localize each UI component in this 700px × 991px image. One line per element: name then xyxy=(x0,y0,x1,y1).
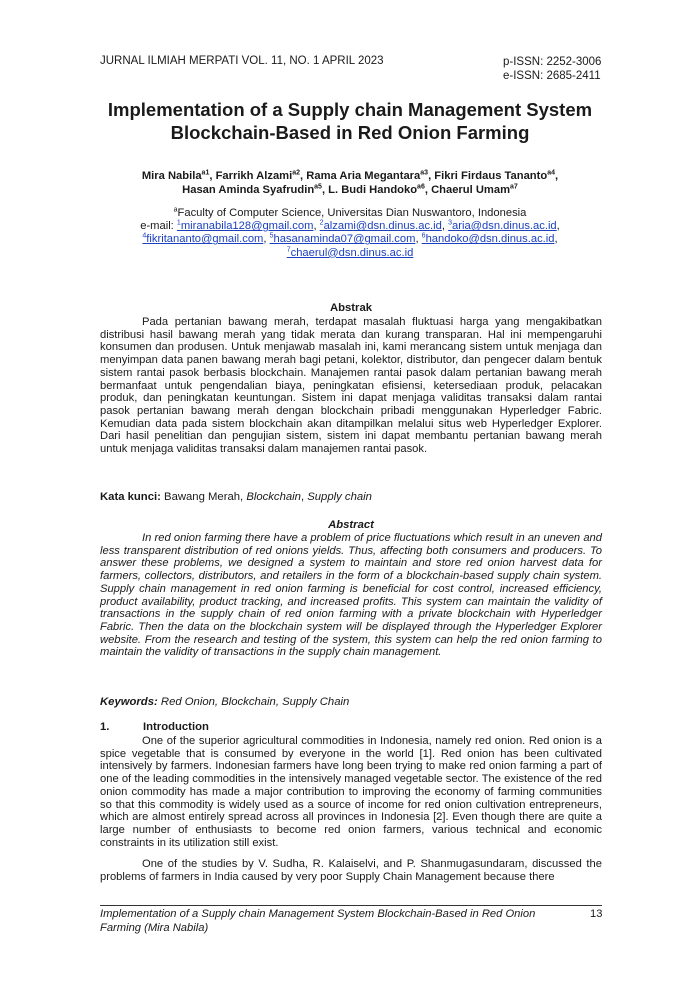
author: Rama Aria Megantara$^{a3}$, xyxy=(306,169,435,182)
abstract-heading: Abstract xyxy=(328,519,374,531)
p-issn: p-ISSN: 2252-3006 xyxy=(503,56,602,68)
email-link[interactable]: $^1$miranabila128@gmail.com xyxy=(176,219,314,233)
author: L. Budi Handoko$^{a6}$, xyxy=(328,183,432,196)
email-link[interactable]: $^4$fikritananto@gmail.com xyxy=(142,232,264,246)
email-link[interactable]: $^2$alzami@dsn.dinus.ac.id xyxy=(319,219,442,233)
e-issn: e-ISSN: 2685-2411 xyxy=(503,70,601,82)
email-line xyxy=(95,247,605,260)
email-link[interactable]: $^7$chaerul@dsn.dinus.ac.id xyxy=(286,245,414,259)
abstrak-body: Pada pertanian bawang merah, terdapat masalah fluktuasi harga yang mengakibatkan distribusi hasil bawang merah yang tidak merata dan kurang transparan. Hal ini mempengaruhi konsumen dan produsen. Untuk menjawab masalah ini, kami merancang sistem untuk menjaga dan menyimpan data panen bawang merah bagi petani, kolektor, distributor, dan pengecer dalam bentuk sistem rantai pasok berbasis blockchain. Manajemen rantai pasok dalam pertanian bawang merah bermanfaat untuk pengendalian biaya, peningkatan efisiensi, ketersediaan produk, pelacakan produk, dan peningkatan keuntungan. Sistem ini dapat menjaga validitas transaksi dalam rantai pasok pertanian bawang merah dengan blockchain pribadi menggunakan Hyperledger Fabric. Kemudian data pada sistem blockchain akan ditampilkan melalui situs web Hyperledger Explorer. Dari hasil penelitian dan pengujian sistem, sistem ini dapat membantu pertanian bawang merah untuk menjaga validitas transaksi dalam manajemen rantai pasok. xyxy=(100,316,602,456)
section-title: Introduction xyxy=(143,721,209,733)
journal-header: JURNAL ILMIAH MERPATI VOL. 11, NO. 1 APRIL 2023 xyxy=(100,55,384,67)
keywords: Keywords: Red Onion, Blockchain, Supply Chain xyxy=(100,696,350,708)
email-link[interactable]: $^6$handoko@dsn.dinus.ac.id xyxy=(421,232,555,246)
section-number: 1. xyxy=(100,721,110,733)
affiliation-block xyxy=(95,207,605,260)
author: Farrikh Alzami$^{a2}$, xyxy=(215,169,307,182)
author: Fikri Firdaus Tananto$^{a4}$, xyxy=(434,169,559,182)
kata-kunci: Kata kunci: Bawang Merah, Blockchain, Supply chain xyxy=(100,491,372,503)
email-line: e-mail: $^1$miranabila128@gmail.com, $^2$alzami@dsn.dinus.ac.id, $^3$aria@dsn.dinus.ac.id, xyxy=(140,219,560,233)
issn-block xyxy=(503,55,601,83)
abstrak-heading: Abstrak xyxy=(329,302,373,314)
author: Hasan Aminda Syafrudin$^{a5}$, xyxy=(182,183,329,196)
footer-rule xyxy=(100,905,602,906)
abstract-body: In red onion farming there have a problem of price fluctuations which result in an uneven and less transparent distribution of red onions yields. Thus, affecting both consumers and producers. To answer these problems, we designed a system to maintain and store red onion harvest data for farmers, collectors, distributors, and retailers in the form of a blockchain-based supply chain system. Supply chain management in red onion farming is beneficial for cost control, increased efficiency, product availability, product tracking, and increased profits. This system can maintain the validity of transactions in the supply chain of red onion farming with a private blockchain with Hyperledger Fabric. Then the data on the blockchain system will be displayed through the Hyperledger Explorer website. From the research and testing of the system, this system can help the red onion farming to maintain the validity of transactions in the supply chain management. xyxy=(100,532,602,659)
intro-paragraph-2: One of the studies by V. Sudha, R. Kalaiselvi, and P. Shanmugasundaram, discussed the problems of farmers in India caused by very poor Supply Chain Management because there xyxy=(100,858,602,883)
email-link[interactable]: $^5$hasanaminda07@gmail.com xyxy=(269,232,416,246)
section-heading xyxy=(100,721,209,733)
footer-citation: Implementation of a Supply chain Management System Blockchain-Based in Red Onion Farming (Mira Nabila) xyxy=(100,908,536,934)
intro-paragraph-1: One of the superior agricultural commodities in Indonesia, namely red onion. Red onion is a spice vegetable that is consumed by everyone in the world [1]. Red onion has been cultivated intensively by farmers. Indonesian farmers have long been trying to make red onion farming a part of one of the leading commodities in the intensively managed vegetable sector. The existence of the red onion commodity has made a major contribution to improving the economy of farming communities so that this commodity is widely used as a source of income for red onion cultivation entrepreneurs, which are almost entirely spread across all provinces in Indonesia [2]. Even though there are quite a large number of enthusiasts to become red onion farmers, various technical and economic constraints in its utilization still exist. xyxy=(100,735,602,849)
author: Mira Nabila$^{a1}$, xyxy=(141,169,216,182)
author-list xyxy=(90,169,610,197)
author: Chaerul Umam$^{a7}$ xyxy=(431,183,518,196)
email-link[interactable]: $^3$aria@dsn.dinus.ac.id xyxy=(448,219,557,233)
page-number: 13 xyxy=(590,908,603,920)
affiliation: $^a$Faculty of Computer Science, Universitas Dian Nuswantoro, Indonesia xyxy=(173,206,527,219)
email-line: $^4$fikritananto@gmail.com, $^5$hasanaminda07@gmail.com, $^6$handoko@dsn.dinus.ac.id, xyxy=(142,232,558,246)
paper-title: Implementation of a Supply chain Management System Blockchain-Based in Red Onion Farming xyxy=(107,99,593,143)
